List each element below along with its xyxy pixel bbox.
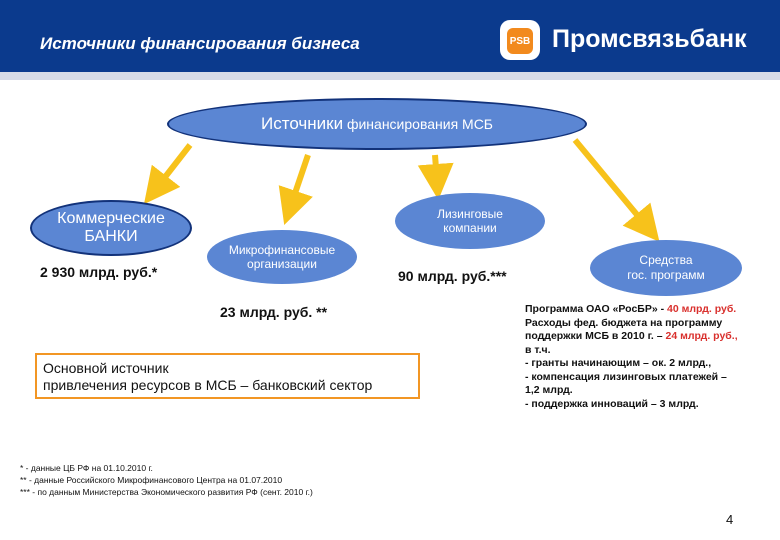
leasing-line2: компании (443, 221, 497, 235)
main-source-line1: Основной источник (43, 360, 169, 376)
program-line7: 1,2 млрд. (525, 384, 573, 396)
leasing-value: 90 млрд. руб.*** (398, 268, 507, 284)
microfinance-value: 23 млрд. руб. ** (220, 304, 328, 320)
program-line5: - гранты начинающим – ок. 2 млрд., (525, 357, 712, 369)
leasing-ellipse (395, 193, 545, 249)
program-line6: - компенсация лизинговых платежей – (525, 370, 727, 383)
logo-mark: PSB (507, 28, 533, 54)
arrow-to-banks (155, 145, 190, 190)
arrow-to-state (575, 140, 648, 228)
footnote-3: *** - по данным Министерства Экономического развития РФ (сент. 2010 г.) (20, 487, 313, 497)
microfinance-line2: организации (247, 257, 317, 271)
state-programs-ellipse (590, 240, 742, 296)
main-source-box (35, 353, 420, 399)
program-line1: Программа ОАО «РосБР» - 40 млрд. руб. (525, 303, 737, 315)
banks-value: 2 930 млрд. руб.* (40, 264, 158, 280)
leasing-line1: Лизинговые (437, 207, 503, 221)
center-ellipse (167, 98, 587, 150)
program-line8: - поддержка инноваций – 3 млрд. (525, 397, 699, 410)
footnotes (20, 462, 313, 498)
state-programs-line1: Средства (639, 253, 693, 267)
center-prefix: Источники (261, 114, 344, 133)
footnote-1: * - данные ЦБ РФ на 01.10.2010 г. (20, 463, 153, 473)
program-line3: поддержки МСБ в 2010 г. – 24 млрд. руб., (525, 330, 738, 342)
state-program-details (525, 303, 775, 411)
state-programs-line2: гос. программ (627, 268, 705, 282)
bank-name: Промсвязьбанк (552, 25, 747, 53)
footnote-2: ** - данные Российского Микрофинансового Центра на 01.07.2010 (20, 475, 283, 485)
microfinance-ellipse (207, 230, 357, 284)
commercial-banks-line2: БАНКИ (84, 228, 138, 245)
program-line4: в т.ч. (525, 343, 551, 356)
arrow-to-micro (290, 155, 308, 208)
commercial-banks-line1: Коммерческие (57, 210, 165, 227)
page-number: 4 (726, 512, 734, 527)
main-source-line2: привлечения ресурсов в МСБ – банковский сектор (43, 377, 373, 393)
program-line2: Расходы фед. бюджета на программу (525, 316, 723, 329)
commercial-banks-ellipse (30, 200, 192, 256)
arrow-to-leasing (435, 155, 437, 182)
slide-title: Источники финансирования бизнеса (40, 34, 360, 53)
microfinance-line1: Микрофинансовые (228, 243, 336, 257)
center-rest: финансирования МСБ (343, 116, 493, 132)
